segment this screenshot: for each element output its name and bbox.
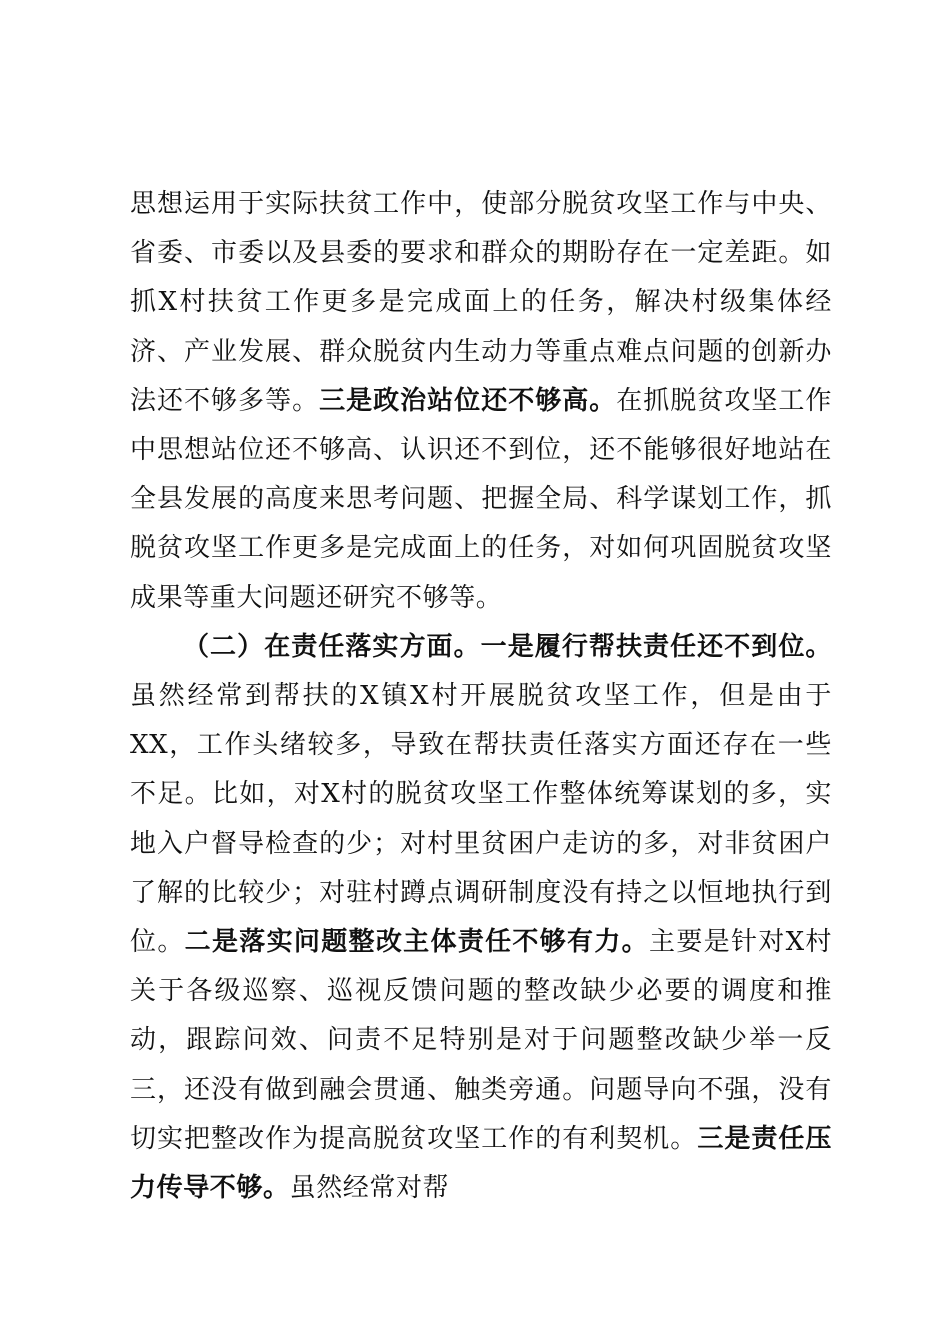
paragraph-1-text-run: 在抓脱贫攻坚工作中思想站位还不够高、认识还不到位，还不能够很好地站在全县发展的高度来思考问题、把握全局、科学谋划工作，抓脱贫攻坚工作更多是完成面上的任务，对如何巩固脱贫攻坚成果等重大问题还研究不够等。 xyxy=(130,385,832,613)
paragraph-2-heading-run: 三是责任压力传导不够。 xyxy=(130,1123,832,1204)
paragraph-2-text-run: 虽然经常对帮 xyxy=(289,1173,450,1204)
paragraph-2-text-run: 主要是针对X村关于各级巡察、巡视反馈问题的整改缺少必要的调度和推动，跟踪问效、问责不足特别是对于问题整改缺少举一反三，还没有做到融会贯通、触类旁通。问题导向不强，没有切实把整改作为提高脱贫攻坚工作的有利契机。 xyxy=(130,927,832,1154)
paragraph-2-heading-run: 二是落实问题整改主体责任不够有力。 xyxy=(184,927,649,958)
document-body xyxy=(130,180,832,1213)
paragraph-1 xyxy=(130,180,832,623)
paragraph-1-text-run: 思想运用于实际扶贫工作中，使部分脱贫攻坚工作与中央、省委、市委以及县委的要求和群众的期盼存在一定差距。如抓X村扶贫工作更多是完成面上的任务，解决村级集体经济、产业发展、群众脱贫内生动力等重点难点问题的创新办法还不够多等。 xyxy=(130,189,832,416)
paragraph-1-heading-run: 三是政治站位还不够高。 xyxy=(319,385,617,416)
section-heading-run: （二）在责任落实方面。一是履行帮扶责任还不到位。 xyxy=(183,631,832,662)
paragraph-2 xyxy=(130,623,832,1213)
paragraph-2-text-run: 虽然经常到帮扶的X镇X村开展脱贫攻坚工作，但是由于XX，工作头绪较多，导致在帮扶责任落实方面还存在一些不足。比如，对X村的脱贫攻坚工作整体统筹谋划的多，实地入户督导检查的少；对村里贫困户走访的多，对非贫困户了解的比较少；对驻村蹲点调研制度没有持之以恒地执行到位。 xyxy=(130,681,832,958)
